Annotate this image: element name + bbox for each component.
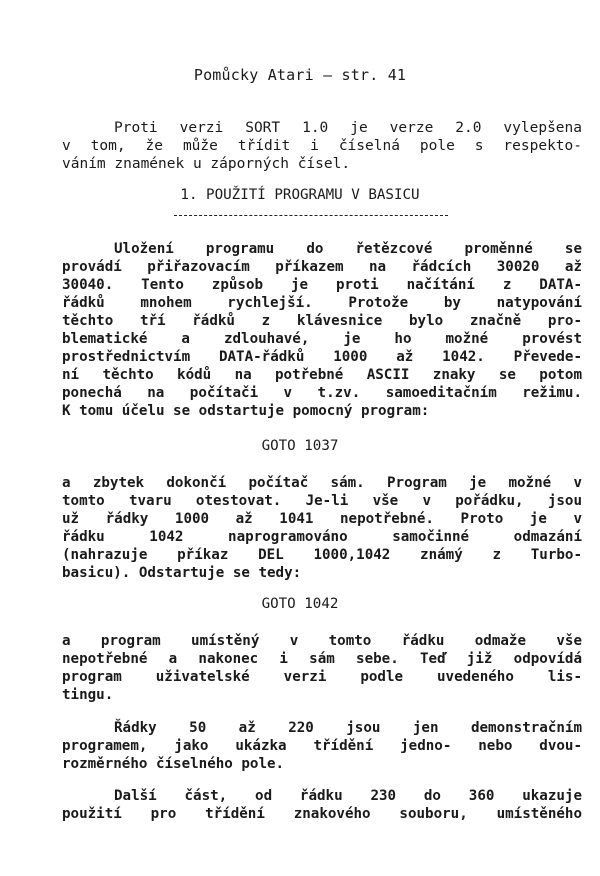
code-goto-1037: GOTO 1037 [261, 438, 339, 454]
paragraph-line: tomto tvaru otestovat. Je-li vše v pořádku, jsou [62, 493, 582, 509]
intro-line: v tom, že může třídit i číselná pole s respekto- [62, 138, 582, 154]
page-header: Pomůcky Atari – str. 41 [193, 66, 407, 84]
paragraph-line: programem, jako ukázka třídění jedno- nebo dvou- [62, 738, 582, 754]
paragraph-line: K tomu účelu se odstartuje pomocný program: [62, 403, 430, 419]
paragraph-line: prostřednictvím DATA-řádků 1000 až 1042. Převede- [62, 349, 582, 365]
paragraph-line: program uživatelské verzi podle uvedeného lis- [62, 669, 582, 685]
paragraph-line: blematické a zdlouhavé, je ho možné provést [62, 331, 582, 347]
intro-paragraph [62, 119, 582, 173]
paragraph-line: rozměrného číselného pole. [62, 756, 285, 772]
paragraph-line: (nahrazuje příkaz DEL 1000,1042 známý z Turbo- [62, 547, 582, 563]
paragraph-line: použití pro třídění znakového souboru, umístěného [62, 806, 582, 822]
code-goto-1042: GOTO 1042 [261, 596, 339, 612]
paragraph-line: a program umístěný v tomto řádku odmaže vše [62, 633, 582, 649]
paragraph-line: a zbytek dokončí počítač sám. Program je možné v [62, 475, 582, 491]
paragraph-demo [62, 719, 582, 773]
intro-line: váním znamének u záporných čísel. [62, 156, 351, 172]
paragraph-cleanup [62, 632, 582, 704]
paragraph-line: řádku 1042 naprogramováno samočinné odmazání [62, 529, 582, 545]
paragraph-line: ní těchto kódů na potřebné ASCII znaky se potom [62, 367, 582, 383]
paragraph-testing [62, 474, 582, 582]
paragraph-line: už řádky 1000 až 1041 nepotřebné. Proto je v [62, 511, 582, 527]
paragraph-line: těchto tří řádků z klávesnice bylo značně pro- [62, 313, 582, 329]
section-underline [174, 215, 448, 216]
paragraph-line: ponechá na počítači v t.zv. samoeditačním režimu. [62, 385, 582, 401]
paragraph-line: provádí přiřazovacím příkazem na řádcích 30020 až [62, 259, 582, 275]
intro-line: Proti verzi SORT 1.0 je verze 2.0 vylepšena [114, 120, 582, 136]
paragraph-line: Řádky 50 až 220 jsou jen demonstračním [114, 720, 582, 736]
paragraph-line: tingu. [62, 687, 114, 703]
paragraph-line: Uložení programu do řetězcové proměnné se [114, 241, 582, 257]
paragraph-line: řádků mnohem rychlejší. Protože by natypování [62, 295, 582, 311]
section-title: 1. POUŽITÍ PROGRAMU V BASICU [180, 187, 420, 203]
paragraph-line: 30040. Tento způsob je proti načítání z DATA- [62, 277, 582, 293]
paragraph-line: nepotřebné a nakonec i sám sebe. Teď již odpovídá [62, 651, 582, 667]
paragraph-line: basicu). Odstartuje se tedy: [62, 565, 302, 581]
paragraph-line: Další část, od řádku 230 do 360 ukazuje [114, 788, 582, 804]
paragraph-strings [62, 787, 582, 823]
paragraph-storage [62, 240, 582, 420]
